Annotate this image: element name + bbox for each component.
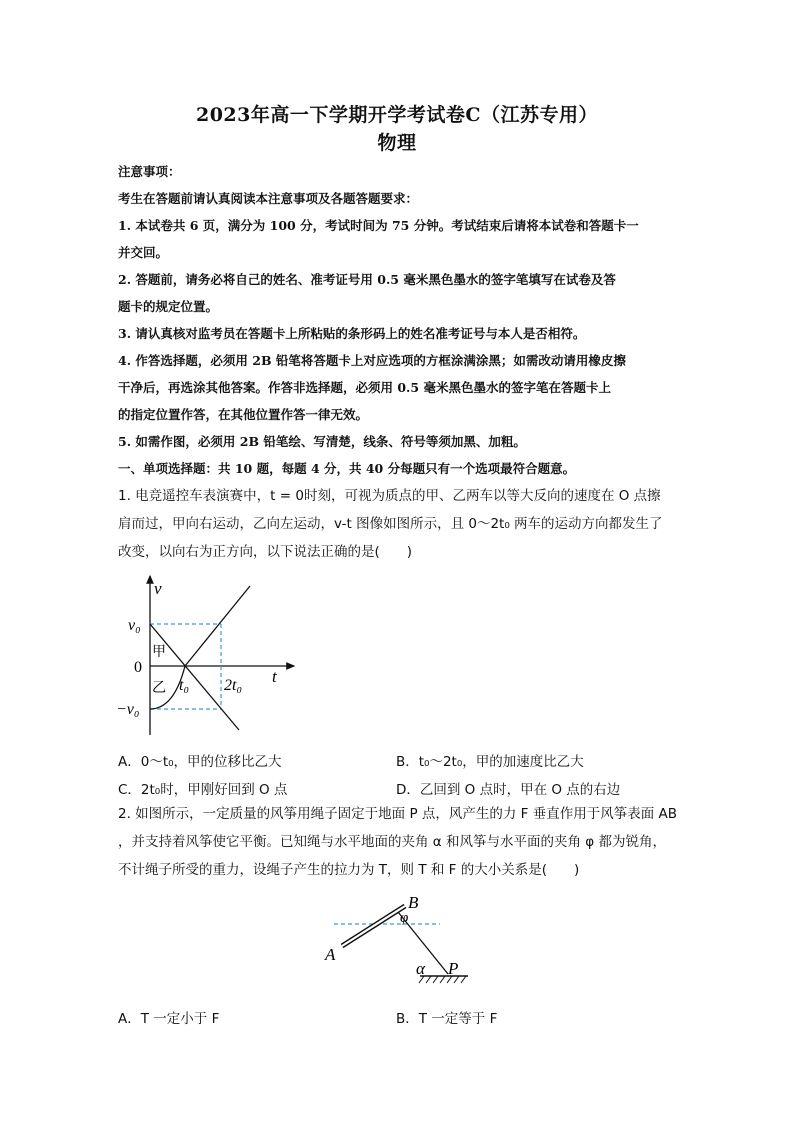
notes-item: 2. 答题前，请务必将自己的姓名、准考证号用 0.5 毫米黑色墨水的签字笔填写在试卷及答 [118,272,616,287]
q2-option-b: B．T 一定等于 F [396,1011,498,1027]
neg-v0-label: −v₀ [116,701,140,718]
section-heading: 一、单项选择题：共 10 题，每题 4 分，共 40 分每题只有一个选项最符合题意。 [118,461,576,476]
exam-notes [118,158,678,482]
notes-item: 并交回。 [118,245,169,260]
jia-label: 甲 [152,645,166,660]
yi-label: 乙 [152,681,166,696]
q1-option-d: D．乙回到 O 点时，甲在 O 点的右边 [396,782,621,798]
q1-option-c: C．2t₀时，甲刚好回到 O 点 [118,782,288,798]
kite-diagram [320,888,480,998]
q1-option-b: B．t₀～2t₀，甲的加速度比乙大 [396,754,584,770]
origin-label: 0 [134,659,142,676]
notes-item: 题卡的规定位置。 [118,299,219,314]
v-axis-label: v [154,579,162,598]
notes-item: 4. 作答选择题，必须用 2B 铅笔将答题卡上对应选项的方框涂满涂黑；如需改动请用橡皮擦 [118,353,626,368]
notes-item: 1. 本试卷共 6 页，满分为 100 分，考试时间为 75 分钟。考试结束后请将本试卷和答题卡一 [118,218,639,233]
notes-item: 的指定位置作答，在其他位置作答一律无效。 [118,407,369,422]
notes-item: 5. 如需作图，必须用 2B 铅笔绘、写清楚，线条、符号等须加黑、加粗。 [118,434,526,449]
notes-intro: 考生在答题前请认真阅读本注意事项及各题答题要求： [118,191,419,206]
q2-option-a: A．T 一定小于 F [118,1011,220,1027]
subject-title: 物理 [377,132,417,154]
exam-title: 2023年高一下学期开学考试卷C（江苏专用） [195,104,598,126]
alpha-label: α [416,959,425,978]
question-2-line: 不计绳子所受的重力，设绳子产生的拉力为 T，则 T 和 F 的大小关系是( ) [118,862,580,878]
t0-label: t₀ [179,677,190,694]
phi-label: φ [400,910,409,926]
notes-heading: 注意事项： [118,164,181,179]
kite-surface-inner [342,906,405,946]
2t0-label: 2t₀ [224,677,243,694]
v0-label: v₀ [128,617,141,634]
question-2-line: ，并支持着风筝使它平衡。已知绳与水平地面的夹角 α 和风筝与水平面的夹角 φ 都为锐角， [118,834,666,850]
yi-line [185,586,250,666]
point-a-label: A [325,945,336,964]
vt-graph [112,572,302,742]
notes-item: 3. 请认真核对监考员在答题卡上所粘贴的条形码上的姓名准考证号与本人是否相符。 [118,326,586,341]
question-2-line: 2. 如图所示，一定质量的风筝用绳子固定于地面 P 点，风产生的力 F 垂直作用于风筝表面 AB [118,806,678,822]
t-axis-label: t [272,667,277,686]
point-p-label: P [448,959,459,978]
question-1 [118,482,678,566]
q1-option-a: A．0～t₀，甲的位移比乙大 [118,754,282,770]
question-2 [118,800,678,884]
notes-item: 干净后，再选涂其他答案。作答非选择题，必须用 0.5 毫米黑色墨水的签字笔在答题卡上 [118,380,611,395]
question-1-line: 1. 电竞遥控车表演赛中，t = 0时刻，可视为质点的甲、乙两车以等大反向的速度在 O 点擦 [118,488,661,504]
point-b-label: B [408,893,419,912]
question-1-line: 肩而过，甲向右运动，乙向左运动，v-t 图像如图所示，且 0～2t₀ 两车的运动方向都发生了 [118,516,663,532]
ground-hatch [419,976,466,983]
question-1-line: 改变，以向右为正方向，以下说法正确的是( ) [118,544,413,560]
